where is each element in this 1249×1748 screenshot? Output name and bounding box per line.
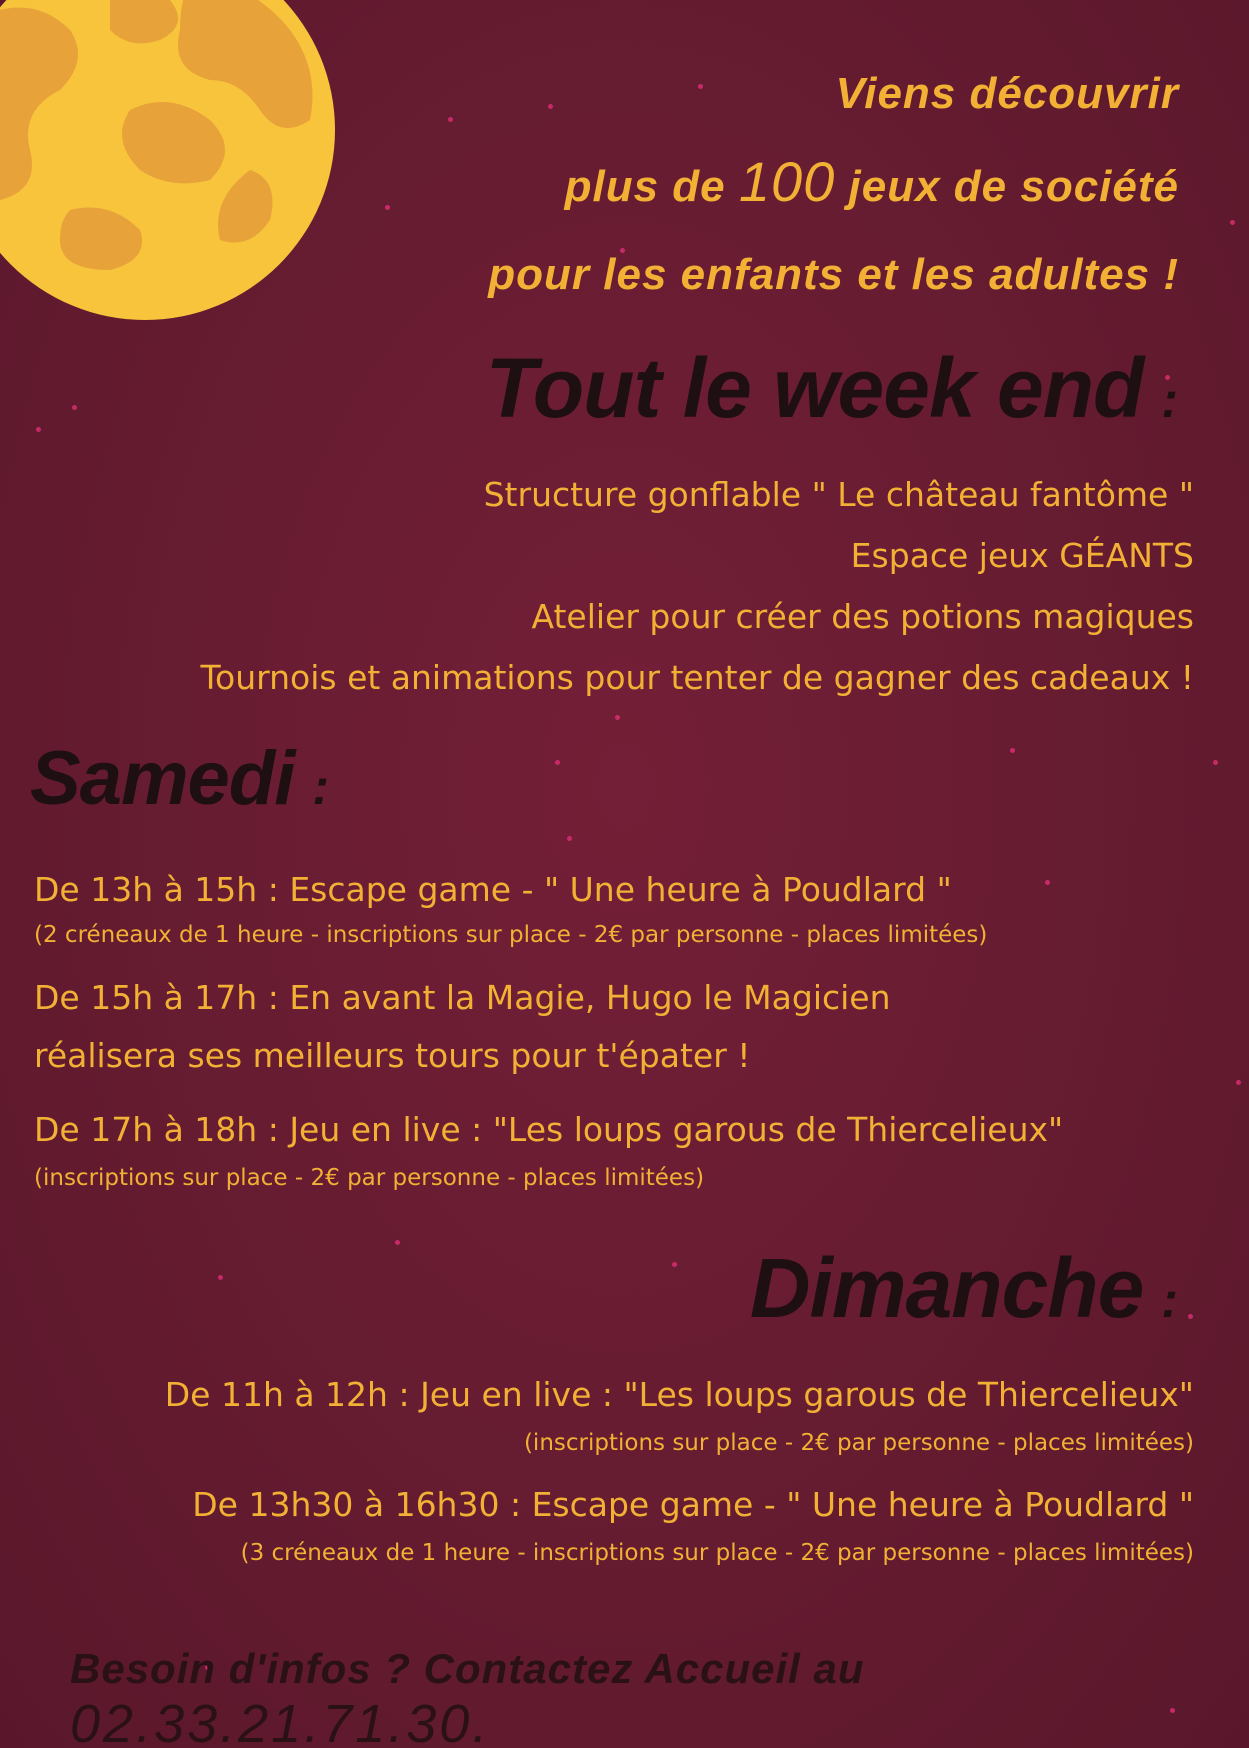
phone-number: 02.33.21.71.30. — [70, 1694, 491, 1748]
dimanche-title: Dimanche — [749, 1241, 1144, 1335]
intro-text — [299, 50, 1179, 319]
intro-line-2-pre: plus de — [564, 162, 739, 211]
samedi-event-note: (inscriptions sur place - 2€ par personne - places limitées) — [34, 1165, 705, 1191]
samedi-event-main-2: réalisera ses meilleurs tours pour t'épater ! — [34, 1036, 751, 1075]
samedi-event-main: De 13h à 15h : Escape game - " Une heure à Poudlard " — [34, 870, 952, 909]
contact-footer — [70, 1645, 1190, 1748]
dimanche-event-note: (3 créneaux de 1 heure - inscriptions sur place - 2€ par personne - places limitées) — [240, 1540, 1194, 1566]
weekend-heading — [486, 340, 1177, 437]
samedi-heading — [30, 735, 328, 822]
samedi-event-note: (2 créneaux de 1 heure - inscriptions sur place - 2€ par personne - places limitées) — [34, 922, 988, 948]
weekend-item: Tournois et animations pour tenter de gagner des cadeaux ! — [200, 658, 1194, 697]
intro-line-1: Viens découvrir — [835, 69, 1179, 118]
samedi-title: Samedi — [30, 736, 295, 821]
samedi-colon: : — [312, 759, 328, 815]
intro-line-3: pour les enfants et les adultes ! — [488, 250, 1179, 299]
intro-number: 100 — [738, 150, 836, 213]
samedi-event-main: De 15h à 17h : En avant la Magie, Hugo le Magicien — [34, 978, 891, 1017]
weekend-item: Structure gonflable " Le château fantôme " — [483, 475, 1194, 514]
dimanche-heading — [750, 1240, 1177, 1337]
dimanche-colon: : — [1161, 1272, 1177, 1328]
weekend-item: Espace jeux GÉANTS — [850, 536, 1194, 575]
footer-text: Besoin d'infos ? Contactez Accueil au — [70, 1645, 865, 1692]
weekend-colon: : — [1161, 372, 1177, 428]
dimanche-event-note: (inscriptions sur place - 2€ par personne - places limitées) — [523, 1430, 1194, 1456]
weekend-item: Atelier pour créer des potions magiques — [531, 597, 1194, 636]
intro-line-2 — [299, 138, 1179, 231]
dimanche-event-main: De 13h30 à 16h30 : Escape game - " Une heure à Poudlard " — [192, 1485, 1194, 1524]
samedi-event-main: De 17h à 18h : Jeu en live : "Les loups garous de Thiercelieux" — [34, 1110, 1064, 1149]
dimanche-event-main: De 11h à 12h : Jeu en live : "Les loups garous de Thiercelieux" — [164, 1375, 1194, 1414]
intro-line-2-post: jeux de société — [835, 162, 1179, 211]
weekend-title: Tout le week end — [485, 341, 1144, 435]
